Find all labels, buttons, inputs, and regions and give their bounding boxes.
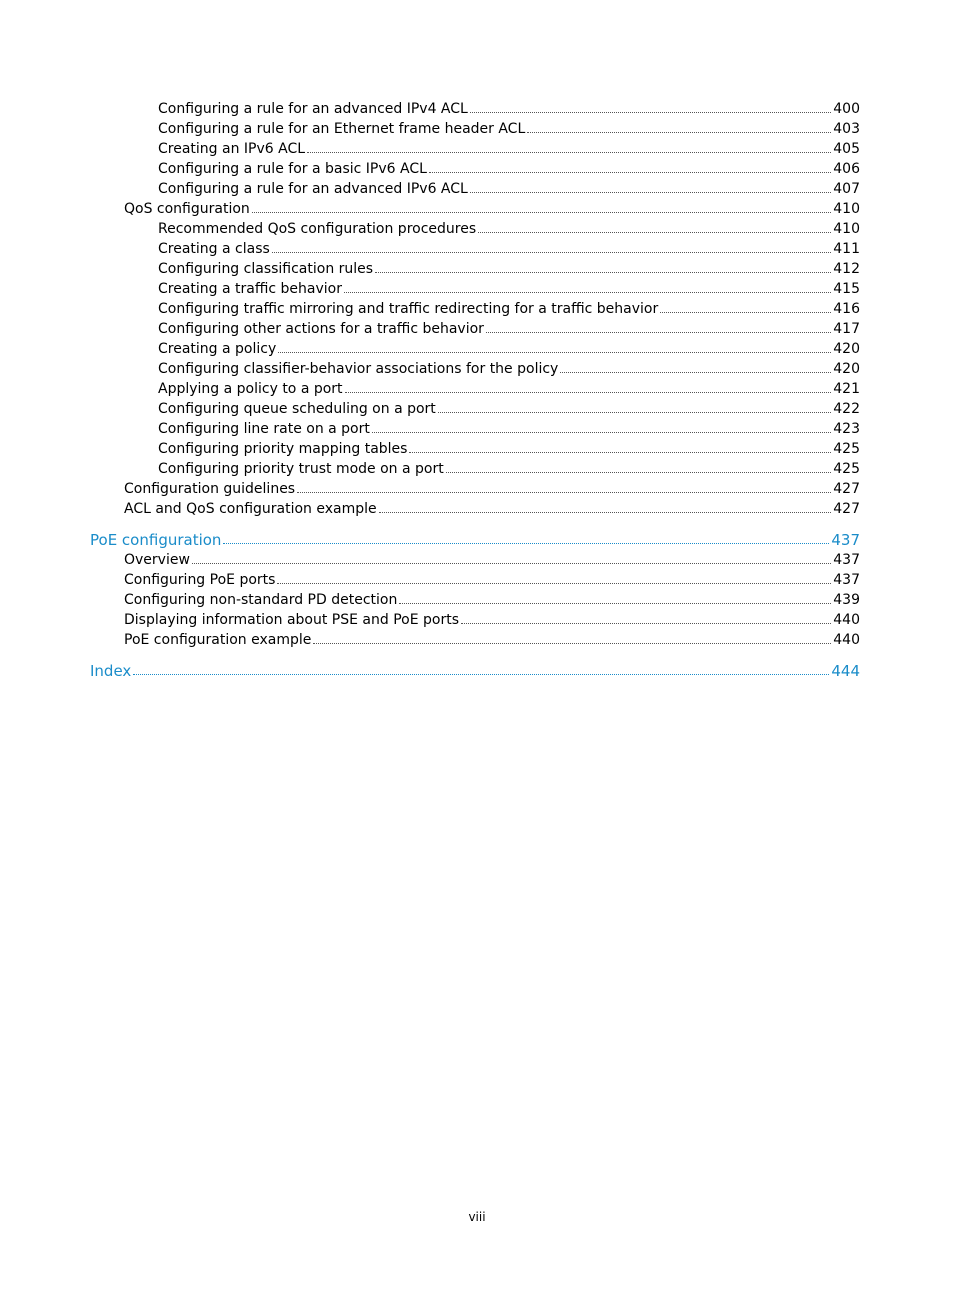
- toc-entry-title: Overview: [124, 552, 190, 568]
- toc-entry-title: PoE configuration example: [124, 632, 312, 648]
- toc-entry-title: Configuring non-standard PD detection: [124, 592, 398, 608]
- dot-leader: [307, 152, 831, 153]
- toc-entry-title: PoE configuration: [90, 531, 222, 549]
- toc-entry-page: 420: [833, 361, 860, 377]
- toc-entry-page: 427: [833, 481, 860, 497]
- toc-chapter-link[interactable]: [0, 530, 954, 550]
- toc-entry-title: Configuring line rate on a port: [158, 421, 370, 437]
- toc-entry-page: 439: [833, 592, 860, 608]
- toc-entry-link[interactable]: [0, 159, 954, 179]
- toc-entry-title: Configuring a rule for a basic IPv6 ACL: [158, 161, 427, 177]
- toc-entry-link[interactable]: [0, 139, 954, 159]
- toc-entry-page: 440: [833, 632, 860, 648]
- toc-entry-link[interactable]: [0, 119, 954, 139]
- dot-leader: [399, 603, 831, 604]
- toc-entry-page: 425: [833, 461, 860, 477]
- toc-entry-page: 421: [833, 381, 860, 397]
- toc-entry-title: Configuring other actions for a traffic behavior: [158, 321, 484, 337]
- dot-leader: [277, 583, 831, 584]
- dot-leader: [409, 452, 831, 453]
- toc-entry-title: Recommended QoS configuration procedures: [158, 221, 477, 237]
- toc-entry-page: 400: [833, 101, 860, 117]
- toc-entry-title: Creating an IPv6 ACL: [158, 141, 306, 157]
- toc-entry-title: Configuring traffic mirroring and traffic redirecting for a traffic behavior: [158, 301, 659, 317]
- toc-entry-link[interactable]: [0, 630, 954, 650]
- toc-entry-title: Configuring queue scheduling on a port: [158, 401, 436, 417]
- toc-entry-page: 425: [833, 441, 860, 457]
- toc-entry-link[interactable]: [0, 319, 954, 339]
- toc-entry-title: Configuring classifier-behavior associations for the policy: [158, 361, 559, 377]
- page-number: viii: [468, 1210, 486, 1224]
- toc-entry-title: ACL and QoS configuration example: [124, 501, 377, 517]
- toc-entry-link[interactable]: [0, 199, 954, 219]
- dot-leader: [272, 252, 831, 253]
- dot-leader: [438, 412, 831, 413]
- toc-entry-link[interactable]: [0, 499, 954, 519]
- dot-leader: [252, 212, 831, 213]
- toc-entry-page: 405: [833, 141, 860, 157]
- toc-entry-page: 420: [833, 341, 860, 357]
- toc-entry-title: Creating a policy: [158, 341, 277, 357]
- toc-entry-title: Configuring a rule for an advanced IPv6 ACL: [158, 181, 468, 197]
- dot-leader: [446, 472, 832, 473]
- toc-entry-link[interactable]: [0, 379, 954, 399]
- toc-entry-link[interactable]: [0, 590, 954, 610]
- toc-entry-link[interactable]: [0, 610, 954, 630]
- toc-chapter-link[interactable]: [0, 661, 954, 681]
- dot-leader: [223, 543, 829, 544]
- toc-entry-title: Creating a traffic behavior: [158, 281, 342, 297]
- toc-entry-title: Configuring priority mapping tables: [158, 441, 408, 457]
- toc-entry-link[interactable]: [0, 339, 954, 359]
- toc-entry-link[interactable]: [0, 99, 954, 119]
- toc-entry-page: 437: [831, 531, 860, 549]
- toc-entry-link[interactable]: [0, 570, 954, 590]
- toc-entry-page: 427: [833, 501, 860, 517]
- toc-entry-link[interactable]: [0, 219, 954, 239]
- toc-entry-page: 411: [833, 241, 860, 257]
- toc-entry-link[interactable]: [0, 439, 954, 459]
- toc-entry-page: 407: [833, 181, 860, 197]
- toc-entry-link[interactable]: [0, 299, 954, 319]
- dot-leader: [660, 312, 831, 313]
- toc-entry-page: 415: [833, 281, 860, 297]
- toc-entry-link[interactable]: [0, 550, 954, 570]
- toc-entry-link[interactable]: [0, 459, 954, 479]
- dot-leader: [478, 232, 831, 233]
- toc-entry-title: Configuring classification rules: [158, 261, 374, 277]
- toc-entry-title: Configuring a rule for an advanced IPv4 ACL: [158, 101, 468, 117]
- toc-entry-title: Configuring priority trust mode on a port: [158, 461, 444, 477]
- toc-entry-title: Creating a class: [158, 241, 270, 257]
- toc-entry-title: Applying a policy to a port: [158, 381, 343, 397]
- dot-leader: [372, 432, 831, 433]
- dot-leader: [133, 674, 829, 675]
- toc-entry-page: 406: [833, 161, 860, 177]
- toc-entry-page: 437: [833, 572, 860, 588]
- dot-leader: [379, 512, 832, 513]
- toc-entry-link[interactable]: [0, 419, 954, 439]
- toc-entry-title: Configuring PoE ports: [124, 572, 276, 588]
- toc-entry-title: Configuration guidelines: [124, 481, 296, 497]
- toc-entry-page: 423: [833, 421, 860, 437]
- toc-entry-page: 440: [833, 612, 860, 628]
- dot-leader: [470, 112, 831, 113]
- toc-entry-page: 416: [833, 301, 860, 317]
- dot-leader: [375, 272, 831, 273]
- toc-entry-page: 412: [833, 261, 860, 277]
- dot-leader: [461, 623, 831, 624]
- toc-entry-page: 444: [831, 662, 860, 680]
- dot-leader: [486, 332, 831, 333]
- dot-leader: [344, 292, 831, 293]
- dot-leader: [345, 392, 832, 393]
- dot-leader: [429, 172, 831, 173]
- table-of-contents: [0, 99, 954, 681]
- dot-leader: [192, 563, 831, 564]
- dot-leader: [313, 643, 831, 644]
- toc-entry-link[interactable]: [0, 239, 954, 259]
- toc-entry-page: 437: [833, 552, 860, 568]
- toc-entry-link[interactable]: [0, 179, 954, 199]
- toc-entry-title: Index: [90, 662, 132, 680]
- dot-leader: [560, 372, 831, 373]
- toc-entry-page: 417: [833, 321, 860, 337]
- dot-leader: [278, 352, 831, 353]
- toc-entry-link[interactable]: [0, 479, 954, 499]
- toc-entry-page: 410: [833, 201, 860, 217]
- toc-entry-link[interactable]: [0, 399, 954, 419]
- toc-entry-link[interactable]: [0, 259, 954, 279]
- dot-leader: [297, 492, 831, 493]
- toc-entry-page: 403: [833, 121, 860, 137]
- toc-entry-title: Configuring a rule for an Ethernet frame header ACL: [158, 121, 526, 137]
- toc-entry-link[interactable]: [0, 359, 954, 379]
- toc-entry-title: Displaying information about PSE and PoE ports: [124, 612, 460, 628]
- toc-entry-link[interactable]: [0, 279, 954, 299]
- toc-entry-title: QoS configuration: [124, 201, 250, 217]
- dot-leader: [470, 192, 831, 193]
- toc-entry-page: 422: [833, 401, 860, 417]
- toc-entry-page: 410: [833, 221, 860, 237]
- dot-leader: [527, 132, 831, 133]
